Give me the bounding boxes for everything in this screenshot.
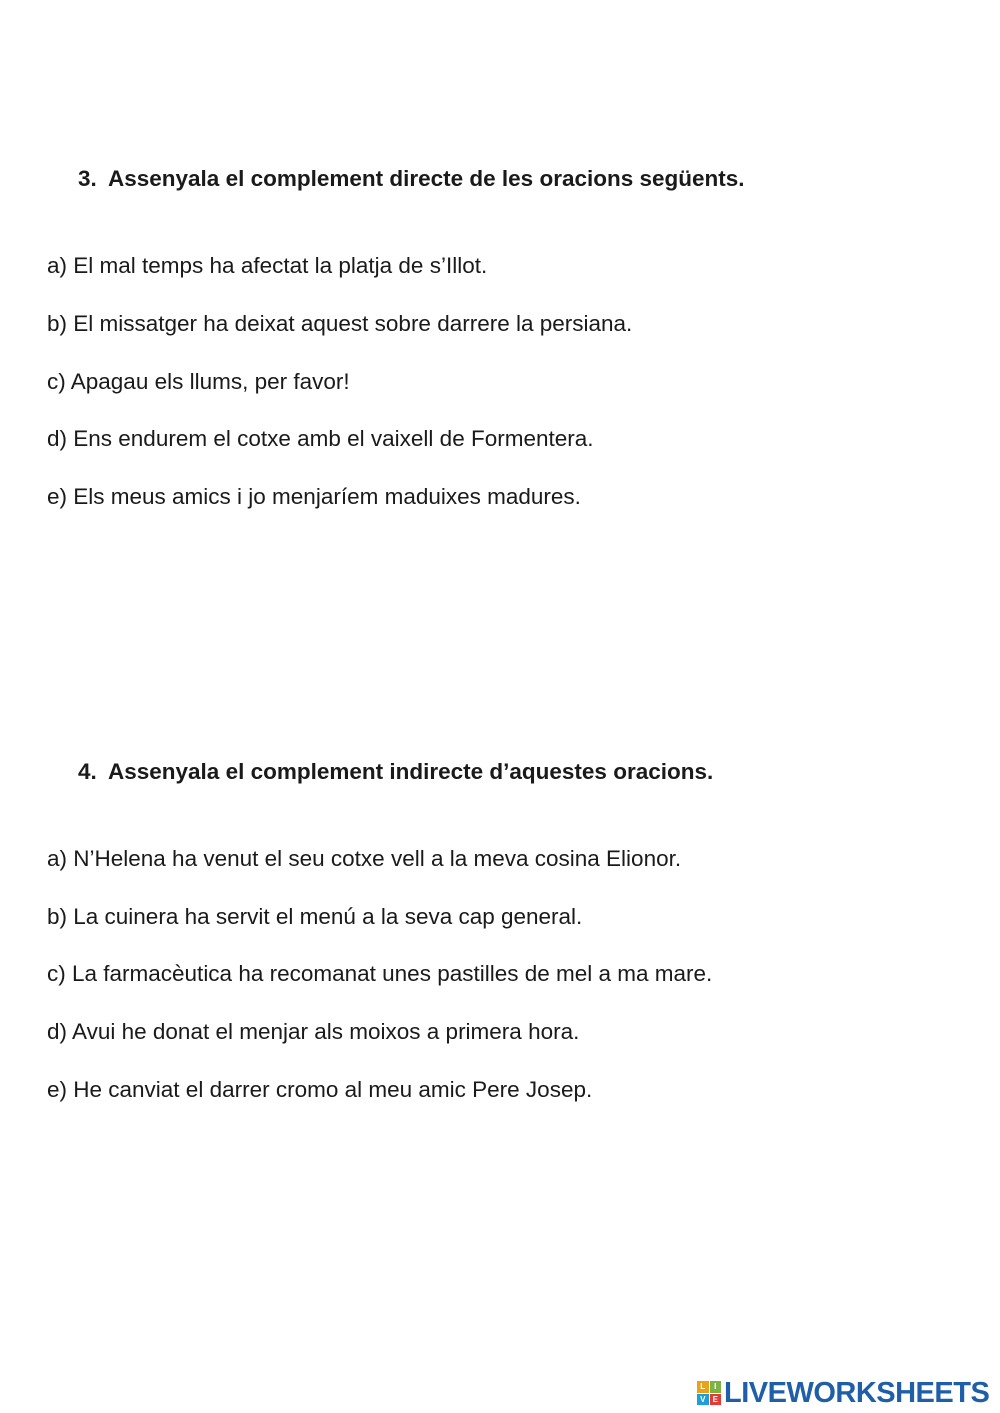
section-3-item-a[interactable]: a) El mal temps ha afectat la platja de s’Illot. xyxy=(47,253,488,278)
section-4-title: Assenyala el complement indirecte d’aquestes oracions. xyxy=(108,759,714,784)
section-3-item-e[interactable]: e) Els meus amics i jo menjaríem maduixes madures. xyxy=(47,484,581,509)
section-4-heading xyxy=(78,759,713,785)
section-4-number: 4. xyxy=(78,759,97,784)
section-4-item-d[interactable]: d) Avui he donat el menjar als moixos a primera hora. xyxy=(47,1019,580,1044)
section-3-item-c[interactable]: c) Apagau els llums, per favor! xyxy=(47,369,350,394)
liveworksheets-logo-icon: L I V E xyxy=(697,1381,721,1405)
section-4-item-a[interactable]: a) N’Helena ha venut el seu cotxe vell a la meva cosina Elionor. xyxy=(47,846,682,871)
section-4-item-e[interactable]: e) He canviat el darrer cromo al meu amic Pere Josep. xyxy=(47,1077,593,1102)
section-3-title: Assenyala el complement directe de les oracions següents. xyxy=(108,166,745,191)
section-3-item-d[interactable]: d) Ens endurem el cotxe amb el vaixell de Formentera. xyxy=(47,426,594,451)
section-3-item-b[interactable]: b) El missatger ha deixat aquest sobre darrere la persiana. xyxy=(47,311,633,336)
section-3-number: 3. xyxy=(78,166,97,191)
liveworksheets-logo-text: LIVEWORKSHEETS xyxy=(724,1377,990,1409)
section-4-item-c[interactable]: c) La farmacèutica ha recomanat unes pastilles de mel a ma mare. xyxy=(47,961,713,986)
section-3-heading xyxy=(78,166,745,192)
section-4-item-b[interactable]: b) La cuinera ha servit el menú a la seva cap general. xyxy=(47,904,583,929)
liveworksheets-logo xyxy=(697,1377,989,1409)
